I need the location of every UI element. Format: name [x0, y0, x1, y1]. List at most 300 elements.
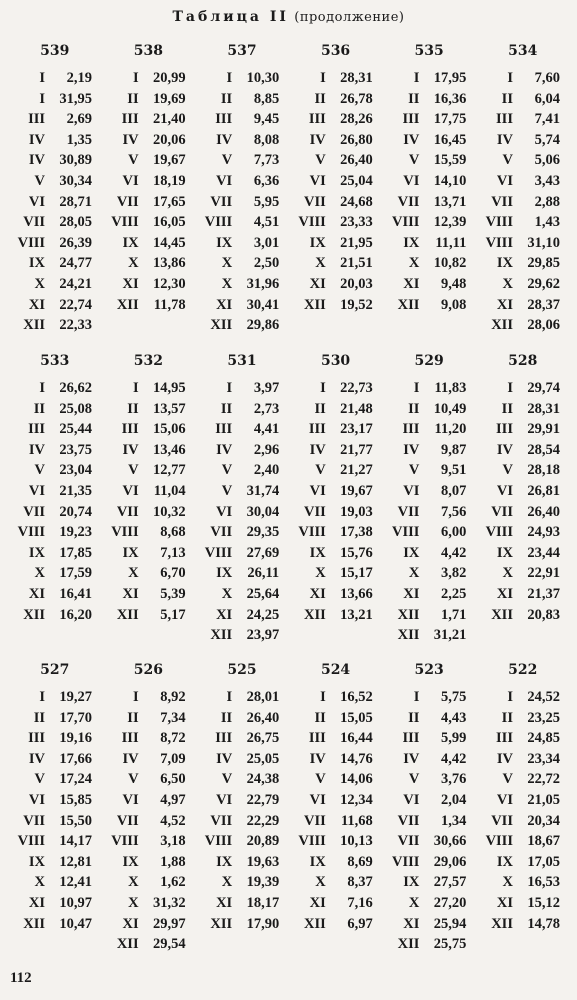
month-numeral: IV	[28, 152, 45, 169]
day-value: 26,40	[527, 503, 560, 520]
month-numeral: I	[320, 70, 326, 86]
table-row	[104, 233, 198, 254]
day-value: 26,75	[246, 730, 280, 747]
day-value: 12,41	[59, 874, 92, 891]
month-numeral: IX	[403, 874, 420, 891]
day-value: 14,78	[527, 915, 560, 932]
column-header	[291, 352, 385, 378]
month-numeral: IX	[122, 544, 139, 561]
day-value: 29,54	[152, 936, 186, 953]
month-numeral: I	[226, 689, 233, 705]
table-row	[291, 171, 385, 192]
month-numeral: VIII	[111, 214, 139, 231]
month-numeral: XI	[403, 585, 420, 602]
day-value: 24,68	[340, 193, 373, 210]
day-value: 2,19	[66, 70, 92, 86]
month-numeral: X	[221, 275, 233, 292]
day-value: 26,62	[59, 380, 92, 396]
day-value: 24,77	[59, 255, 92, 272]
month-numeral: XI	[216, 894, 233, 911]
day-value: 3,01	[253, 234, 280, 251]
month-numeral: VII	[23, 812, 45, 829]
day-value: 20,99	[152, 70, 186, 86]
table-row	[10, 233, 104, 254]
day-value: 10,82	[433, 255, 467, 272]
month-numeral: I	[507, 689, 513, 705]
day-value: 30,66	[433, 833, 467, 850]
month-numeral: X	[502, 565, 513, 582]
day-value: 1,35	[66, 131, 92, 148]
table-row	[197, 872, 291, 893]
table-row	[384, 769, 478, 790]
table-row	[478, 440, 572, 461]
month-numeral: XII	[397, 936, 420, 953]
table-row	[384, 460, 478, 481]
day-value: 2,88	[534, 193, 560, 210]
table-row	[291, 893, 385, 914]
day-value: 21,77	[340, 441, 373, 458]
day-value: 27,20	[433, 894, 467, 911]
table-row	[291, 419, 385, 440]
day-value: 1,62	[160, 874, 186, 891]
year-column	[197, 661, 291, 955]
day-value: 10,30	[246, 70, 280, 86]
table-row	[197, 728, 291, 749]
column-header	[478, 42, 572, 68]
table-row	[10, 481, 104, 502]
month-numeral: VII	[491, 812, 513, 829]
month-numeral: II	[220, 400, 233, 417]
month-numeral: VI	[122, 791, 139, 808]
day-value: 31,32	[152, 894, 186, 911]
month-numeral: IX	[28, 255, 45, 272]
day-value: 30,41	[246, 296, 280, 313]
month-numeral: XI	[122, 585, 139, 602]
day-value: 11,68	[340, 812, 373, 829]
column-header	[291, 42, 385, 68]
day-value: 18,17	[246, 894, 280, 911]
table-row	[104, 460, 198, 481]
month-numeral: IX	[309, 234, 326, 251]
day-value: 2,96	[253, 441, 280, 458]
day-value: 30,04	[246, 503, 280, 520]
day-value: 28,37	[527, 296, 560, 313]
day-value: 26,81	[527, 482, 560, 499]
table-row	[478, 543, 572, 564]
month-numeral: IX	[122, 853, 139, 870]
month-numeral: IV	[496, 750, 513, 767]
table-row	[10, 68, 104, 89]
month-numeral: XII	[23, 915, 45, 932]
table-row	[197, 687, 291, 708]
block-columns	[10, 661, 572, 955]
table-row	[10, 171, 104, 192]
day-value: 15,06	[152, 421, 186, 438]
day-value: 25,94	[433, 915, 467, 932]
month-numeral: VII	[397, 193, 420, 210]
day-value: 14,06	[340, 771, 373, 788]
month-numeral: IV	[28, 131, 45, 148]
month-numeral: VI	[216, 503, 233, 520]
day-value: 2,40	[253, 462, 280, 479]
month-numeral: V	[408, 462, 420, 479]
month-numeral: V	[315, 771, 326, 788]
table-row	[197, 233, 291, 254]
day-value: 7,60	[534, 70, 560, 86]
table-row	[478, 89, 572, 110]
table-row	[478, 460, 572, 481]
month-numeral: XI	[28, 296, 45, 313]
month-numeral: I	[132, 689, 139, 705]
month-numeral: III	[28, 421, 45, 438]
day-value: 21,37	[527, 585, 560, 602]
month-numeral: IV	[122, 750, 139, 767]
table-row	[384, 831, 478, 852]
table-row	[291, 522, 385, 543]
day-value: 1,34	[441, 812, 467, 829]
day-value: 25,64	[246, 585, 280, 602]
day-value: 8,68	[160, 524, 186, 541]
month-numeral: VII	[304, 503, 326, 520]
day-value: 17,59	[59, 565, 92, 582]
month-numeral: X	[221, 255, 233, 272]
table-row	[478, 192, 572, 213]
column-number: 526	[133, 662, 163, 678]
month-numeral: VI	[403, 791, 420, 808]
table-row	[384, 914, 478, 935]
column-number: 522	[508, 662, 538, 678]
table-row	[478, 481, 572, 502]
day-value: 23,44	[527, 544, 560, 561]
day-value: 7,73	[253, 152, 280, 169]
year-column	[384, 42, 478, 336]
table-row	[10, 399, 104, 420]
day-value: 3,76	[441, 771, 467, 788]
table-row	[384, 852, 478, 873]
month-numeral: I	[320, 380, 326, 396]
month-numeral: V	[221, 482, 233, 499]
day-value: 23,97	[246, 627, 280, 644]
day-value: 23,75	[59, 441, 92, 458]
month-numeral: XII	[23, 606, 45, 623]
day-value: 21,05	[527, 791, 560, 808]
table-row	[478, 749, 572, 770]
day-value: 3,18	[160, 833, 186, 850]
month-numeral: I	[132, 380, 139, 396]
day-value: 7,13	[160, 544, 186, 561]
table-row	[10, 419, 104, 440]
day-value: 31,95	[59, 90, 92, 107]
year-column	[104, 352, 198, 646]
table-row	[197, 150, 291, 171]
table-row	[478, 315, 572, 336]
table-row	[197, 192, 291, 213]
month-numeral: VII	[210, 812, 233, 829]
table-row	[384, 233, 478, 254]
day-value: 16,20	[59, 606, 92, 623]
table-row	[10, 440, 104, 461]
year-column	[291, 42, 385, 336]
year-column	[197, 42, 291, 336]
day-value: 17,38	[340, 524, 373, 541]
column-header	[291, 661, 385, 687]
month-numeral: XI	[28, 585, 45, 602]
table-row	[197, 811, 291, 832]
table-block-2	[10, 352, 572, 646]
column-number: 523	[414, 662, 444, 678]
table-row	[104, 68, 198, 89]
day-value: 24,85	[527, 730, 560, 747]
table-subtitle: (продолжение)	[294, 10, 405, 25]
page-number: 112	[10, 970, 32, 986]
table-row	[10, 522, 104, 543]
day-value: 3,82	[441, 565, 467, 582]
table-row	[10, 872, 104, 893]
day-value: 22,74	[59, 296, 92, 313]
column-number: 530	[320, 353, 351, 369]
table-row	[10, 811, 104, 832]
table-row	[478, 68, 572, 89]
table-row	[478, 295, 572, 316]
table-row	[291, 502, 385, 523]
day-value: 31,10	[527, 234, 560, 251]
table-row	[197, 584, 291, 605]
month-numeral: III	[28, 730, 45, 747]
month-numeral: VI	[403, 482, 420, 499]
table-row	[478, 274, 572, 295]
month-numeral: IX	[28, 853, 45, 870]
day-value: 16,05	[152, 214, 186, 231]
month-numeral: X	[408, 894, 420, 911]
table-row	[478, 893, 572, 914]
column-number: 535	[414, 43, 444, 59]
month-numeral: X	[315, 874, 326, 891]
month-numeral: II	[127, 709, 139, 726]
month-numeral: II	[314, 90, 326, 107]
day-value: 9,51	[441, 462, 467, 479]
day-value: 5,99	[441, 730, 467, 747]
table-row	[478, 233, 572, 254]
day-value: 16,44	[340, 730, 373, 747]
month-numeral: VI	[122, 482, 139, 499]
day-value: 11,20	[434, 421, 467, 438]
month-numeral: X	[408, 565, 420, 582]
table-row	[197, 440, 291, 461]
table-row	[104, 378, 198, 399]
table-row	[10, 89, 104, 110]
table-row	[384, 68, 478, 89]
month-numeral: IV	[216, 750, 233, 767]
table-row	[10, 831, 104, 852]
day-value: 12,77	[152, 462, 186, 479]
month-numeral: V	[315, 462, 326, 479]
day-value: 26,39	[59, 234, 92, 251]
day-value: 1,43	[534, 214, 560, 231]
table-block-3	[10, 661, 572, 955]
day-value: 13,66	[340, 585, 373, 602]
table-row	[10, 192, 104, 213]
day-value: 16,36	[433, 90, 467, 107]
table-row	[478, 728, 572, 749]
day-value: 26,78	[340, 90, 373, 107]
table-row	[291, 150, 385, 171]
table-row	[104, 481, 198, 502]
column-number: 527	[40, 662, 70, 678]
month-numeral: II	[33, 709, 45, 726]
day-value: 8,85	[253, 90, 280, 107]
month-numeral: III	[121, 421, 139, 438]
table-row	[104, 543, 198, 564]
month-numeral: II	[127, 90, 139, 107]
column-header	[478, 661, 572, 687]
table-row	[291, 481, 385, 502]
day-value: 19,52	[340, 296, 373, 313]
table-row	[10, 687, 104, 708]
table-row	[384, 625, 478, 646]
month-numeral: VIII	[391, 524, 420, 541]
table-row	[478, 811, 572, 832]
block-columns	[10, 42, 572, 336]
day-value: 21,27	[340, 462, 373, 479]
day-value: 19,27	[59, 689, 92, 705]
column-header	[478, 352, 572, 378]
day-value: 5,39	[160, 585, 186, 602]
table-row	[197, 893, 291, 914]
month-numeral: XII	[491, 317, 513, 334]
month-numeral: VII	[210, 524, 233, 541]
table-row	[104, 89, 198, 110]
month-numeral: IV	[122, 131, 139, 148]
month-numeral: XII	[23, 317, 45, 334]
month-numeral: VIII	[204, 214, 233, 231]
month-numeral: XI	[309, 585, 326, 602]
month-numeral: V	[34, 172, 45, 189]
table-row	[478, 687, 572, 708]
table-row	[291, 460, 385, 481]
day-value: 3,43	[534, 172, 560, 189]
day-value: 26,40	[340, 152, 373, 169]
month-numeral: VI	[309, 172, 326, 189]
month-numeral: VII	[23, 503, 45, 520]
table-row	[384, 749, 478, 770]
month-numeral: IV	[122, 441, 139, 458]
table-row	[291, 233, 385, 254]
table-row	[104, 584, 198, 605]
table-row	[384, 399, 478, 420]
table-row	[10, 914, 104, 935]
day-value: 27,69	[246, 544, 280, 561]
month-numeral: VII	[491, 503, 513, 520]
table-row	[291, 543, 385, 564]
table-row	[104, 790, 198, 811]
day-value: 16,41	[59, 585, 92, 602]
column-header	[104, 42, 198, 68]
column-header	[384, 42, 478, 68]
month-numeral: XII	[304, 915, 326, 932]
table-row	[10, 274, 104, 295]
table-row	[291, 68, 385, 89]
day-value: 17,05	[527, 853, 560, 870]
month-numeral: V	[221, 771, 233, 788]
day-value: 14,95	[152, 380, 186, 396]
day-value: 29,62	[527, 275, 560, 292]
day-value: 23,25	[527, 709, 560, 726]
year-column	[291, 661, 385, 955]
day-value: 30,89	[59, 152, 92, 169]
day-value: 27,57	[433, 874, 467, 891]
table-row	[197, 852, 291, 873]
month-numeral: IX	[403, 234, 420, 251]
table-row	[478, 790, 572, 811]
day-value: 15,05	[340, 709, 373, 726]
day-value: 4,51	[253, 214, 280, 231]
day-value: 17,65	[152, 193, 186, 210]
month-numeral: III	[496, 730, 513, 747]
month-numeral: I	[320, 689, 326, 705]
month-numeral: X	[408, 255, 420, 272]
day-value: 15,76	[340, 544, 373, 561]
table-row	[104, 295, 198, 316]
month-numeral: XI	[216, 296, 233, 313]
month-numeral: XII	[116, 296, 139, 313]
column-header	[10, 661, 104, 687]
month-numeral: VIII	[485, 833, 513, 850]
day-value: 24,52	[527, 689, 560, 705]
day-value: 18,19	[152, 172, 186, 189]
day-value: 24,38	[246, 771, 280, 788]
year-column	[10, 661, 104, 955]
table-row	[291, 212, 385, 233]
month-numeral: VII	[491, 193, 513, 210]
day-value: 7,41	[534, 111, 560, 128]
table-row	[291, 790, 385, 811]
day-value: 10,49	[433, 400, 467, 417]
table-row	[384, 481, 478, 502]
day-value: 20,89	[246, 833, 280, 850]
month-numeral: IV	[28, 441, 45, 458]
day-value: 16,45	[433, 131, 467, 148]
month-numeral: VII	[116, 812, 139, 829]
table-row	[384, 150, 478, 171]
table-row	[197, 378, 291, 399]
day-value: 2,04	[441, 791, 467, 808]
year-column	[478, 661, 572, 955]
day-value: 1,88	[160, 853, 186, 870]
day-value: 17,24	[59, 771, 92, 788]
table-row	[197, 481, 291, 502]
day-value: 2,50	[253, 255, 280, 272]
day-value: 23,04	[59, 462, 92, 479]
table-row	[291, 295, 385, 316]
day-value: 22,33	[59, 317, 92, 334]
table-row	[291, 914, 385, 935]
table-row	[291, 584, 385, 605]
table-row	[478, 584, 572, 605]
month-numeral: IX	[496, 255, 513, 272]
year-column	[478, 352, 572, 646]
month-numeral: V	[221, 152, 233, 169]
month-numeral: VII	[397, 833, 420, 850]
table-row	[10, 728, 104, 749]
month-numeral: III	[215, 730, 233, 747]
month-numeral: VIII	[298, 524, 326, 541]
month-numeral: VIII	[111, 833, 139, 850]
month-numeral: V	[128, 462, 139, 479]
month-numeral: VIII	[111, 524, 139, 541]
table-row	[197, 790, 291, 811]
day-value: 22,91	[527, 565, 560, 582]
table-row	[384, 89, 478, 110]
